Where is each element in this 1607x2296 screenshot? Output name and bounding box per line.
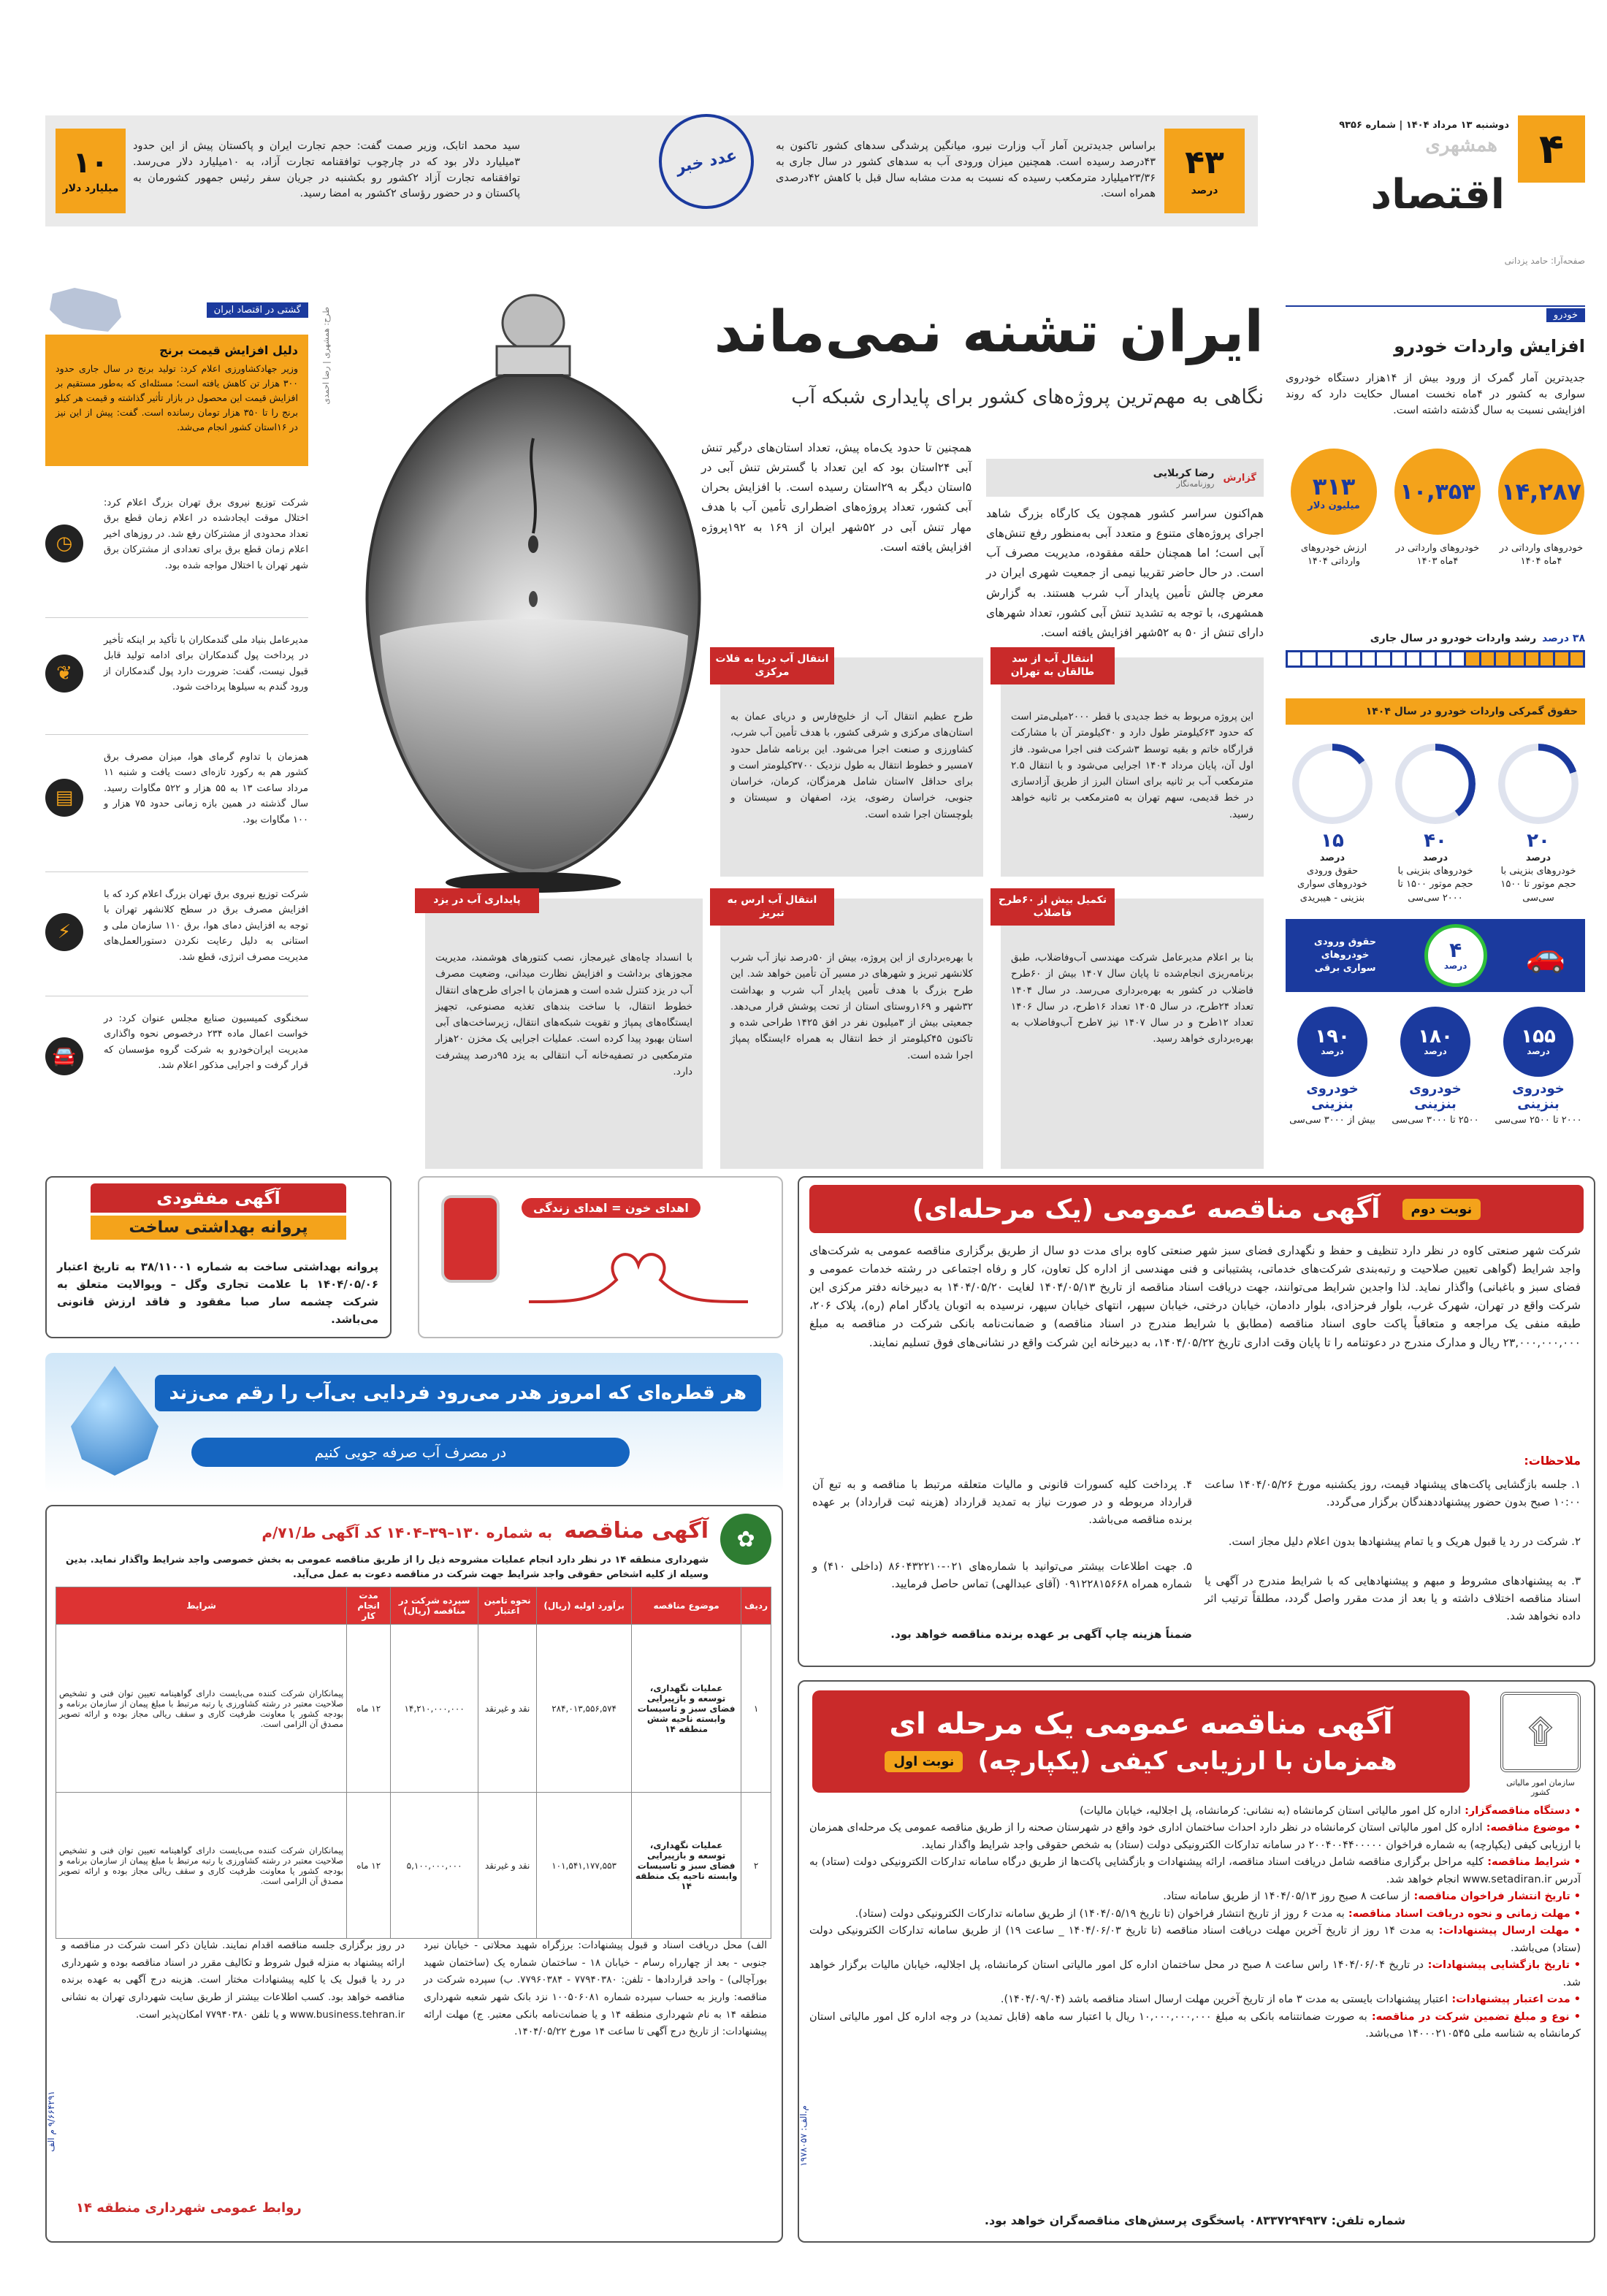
roundup-item-5-text: سخنگوی کمیسیون صنایع مجلس عنوان کرد: در خواست اعمال ماده ۲۳۴ درخصوص نحوه واگذاری مدیریت ایران‌خودرو به شرکت گروه مؤسسان که قرار گرفت و اجرایی مذکور اعلام شد.	[104, 1013, 308, 1072]
photo-credit: طرح: همشهری | رضا احمدی	[321, 307, 331, 405]
water-saving-headline: هر قطره‌ای که امروز هدر می‌رود فردایی بی‌آب را رقم می‌زند	[155, 1375, 761, 1411]
stat-1	[1497, 449, 1585, 568]
growth-row	[1286, 633, 1585, 668]
lost-notice-ad	[45, 1176, 392, 1338]
bottom-duty-3-kind: خودروی بنزینی	[1306, 1081, 1359, 1112]
tax-item-key: • تاریخ بازگشایی پیشنهادات:	[1423, 1959, 1581, 1972]
number-of-news-stamp	[650, 105, 763, 218]
tax-item-value: کلیه مراحل برگزاری مناقصه شامل دریافت اسناد مناقصه، ارائه پیشنهادات و بازگشایی پاکت‌ها از طریق درگاه سامانه تدارکات الکترونیکی دولت (ستاد) به آدرس www.setadiran.ir انجام خواهد شد.	[809, 1856, 1581, 1885]
bottom-duty-2-cc: ۲۵۰۰ تا ۳۰۰۰ سی‌سی	[1392, 1115, 1479, 1126]
roundup-item-3	[45, 750, 308, 872]
table-row	[56, 1793, 771, 1939]
duty-ring-2-label: خودروهای بنزینی با حجم موتور ۱۵۰۰ تا ۲۰۰۰ سی‌سی	[1397, 866, 1473, 904]
tax-item	[809, 1991, 1581, 2008]
rice-lead-text: وزیر جهادکشاورزی اعلام کرد: تولید برنج در سال جاری حدود ۳۰۰ هزار تن کاهش یافته است؛ مسئله‌ای که به‌طور مستقیم بر افزایش قیمت این محصول در بازار تأثیر گذاشته و قیمت هر کیلو برنج را تا ۳۵۰ هزار تومان رسانده است. گفت: پیش از این نیز در ۱۶استان کشور انجام می‌شد.	[56, 363, 298, 432]
tender-ad-kaveh-note-1: ۱. جلسه بازگشایی پاکت‌های پیشنهاد قیمت، روز یکشنبه مورخ ۱۴۰۴/۰۵/۲۶ ساعت ۱۰:۰۰ صبح بدون حضور پیشنهاددهندگان برگزار می‌گردد.	[1205, 1478, 1581, 1509]
car-kicker-label: خودرو	[1546, 308, 1585, 322]
tender-ad-municipality-ref: به شماره ۱۳۰–۳۹–۱۴۰۴ کد آگهی ط/۷۱/م	[262, 1524, 553, 1541]
growth-value: ۳۸ درصد	[1542, 633, 1585, 644]
tender-ad-municipality-code: ۹/۶۶۴۲۹۱ م الف	[46, 2091, 56, 2152]
bottom-duty-1	[1492, 1007, 1585, 1126]
box-aras-label: انتقال آب ارس به تبریز	[710, 888, 834, 926]
duty-ring-1-value: ۲۰	[1527, 830, 1550, 852]
tax-item-key: • نوع و مبلغ تضمین شرکت در مناقصه:	[1367, 2010, 1581, 2023]
byline-author: رضا کربلایی	[1153, 467, 1215, 479]
cell: ۱۰۱,۵۴۱,۱۷۷,۵۵۳	[537, 1793, 632, 1939]
growth-bar-segment	[1496, 652, 1508, 665]
tender-ad-kaveh-note-2: ۲. شرکت در رد یا قبول هریک و یا تمام پیشنهادها بدون اعلام دلیل مجاز است.	[1228, 1535, 1581, 1548]
growth-bar-segment	[1318, 652, 1330, 665]
duty-ring-3	[1286, 744, 1379, 905]
box-yazd	[425, 894, 703, 1169]
stat-2	[1394, 449, 1481, 568]
tax-item	[809, 2009, 1581, 2043]
power-meter-icon: ▤	[45, 779, 83, 817]
tender-ad-tax	[798, 1680, 1595, 2243]
tax-item-key: • شرایط مناقصه:	[1484, 1856, 1581, 1869]
byline	[986, 459, 1264, 497]
stat-1-circle	[1498, 449, 1584, 535]
page-header	[1293, 110, 1585, 285]
tax-item	[809, 1820, 1581, 1854]
tax-item-value: اداره کل امور مالیاتی استان کرمانشاه (به نشانی: کرمانشاه، پل اجلالیه، خیابان مالیات)	[1080, 1805, 1462, 1817]
tender-ad-municipality-title	[262, 1518, 709, 1544]
duty-ring-1	[1492, 744, 1585, 905]
cell: ۲۸۴,۰۱۳,۵۵۶,۵۷۴	[537, 1625, 632, 1793]
tender-ad-kaveh-round: نوبت دوم	[1402, 1199, 1481, 1220]
tender-ad-tax-code: م.الف: ۱۹۷۸۰۵۷	[798, 2105, 809, 2167]
bottom-duty-3-cc: بیش از ۳۰۰۰ سی‌سی	[1289, 1115, 1375, 1126]
car-kicker	[1286, 305, 1585, 322]
growth-bar-segment	[1302, 652, 1315, 665]
box-yazd-label: پایداری آب در یزد	[415, 888, 539, 913]
stat-2-label: خودروهای وارداتی در ۴ماه ۱۴۰۳	[1395, 543, 1480, 568]
roundup-item-4	[45, 887, 308, 996]
dams-badge	[1164, 129, 1245, 213]
table-row	[56, 1625, 771, 1793]
tender-ad-kaveh-note-4: ۴. پرداخت کلیه کسورات قانونی و مالیات متعلقه مرتبط با مناقصه و به تبع آن قرارداد مربوطه و در صورت نیاز به تمدید قرارداد (هزینه ثبت قرارداد) بر عهده برنده مناقصه می‌باشد.	[812, 1478, 1192, 1526]
bottom-duty-1-unit: درصد	[1527, 1046, 1550, 1056]
tax-org-caption: سازمان امور مالیاتی کشور	[1506, 1778, 1575, 1797]
municipality-logo: ✿	[720, 1514, 771, 1565]
car-lead: جدیدترین آمار گمرک از ورود بیش از ۱۴هزار دستگاه خودروی سواری به کشور در ۴ماه نخست امسال حکایت دارد که روند افزایشی نسبت به سال گذشته داشته است.	[1286, 373, 1585, 416]
cell: پیمانکاران شرکت کننده می‌بایست دارای گواهینامه تعیین توان فنی و تشخیص صلاحیت معتبر در رشته کشاورزی یا رتبه مرتبط با مبلغ پیمان از سازمان برنامه و بودجه کشور یا معاونت ظرفیت کاری و سقف ریالی مجاز بوده و ارائه تصویر مصدق آن الزامی است.	[56, 1793, 347, 1939]
cell: ۱۲ ماه	[347, 1793, 391, 1939]
story-col-2: همچنین تا حدود یک‌ماه پیش، تعداد استان‌های درگیر تنش آبی ۲۴استان بود که این تعداد با گسترش تنش آبی در ۵استان دیگر به ۲۹استان رسیده است. با افزایش بحران آبی کشور، تعداد پروژه‌های اضطراری تأمین آب با هدف مهار تنش آبی در ۵۲شهر ایران از ۱۶۹ به ۱۹۲پروژه افزایش یافته است.	[701, 441, 972, 554]
roundup-item-2-text: مدیرعامل بنیاد ملی گندمکاران با تأکید بر اینکه تأخیر در پرداخت پول گندمکاران برای ادامه تولید قابل قبول نیست، گفت: ضرورت دارد پول گندمکاران از ورود گندم به سیلوها پرداخت شود.	[104, 635, 308, 693]
tender-ad-municipality-footer-left: در روز برگزاری جلسه مناقصه اقدام نمایند. شایان ذکر است شرکت در مناقصه و ارائه پیشنهاد به منزله قبول شروط و تکالیف مقرر در اسناد مناقصه بوده و شهرداری در رد یا قبول یک یا کلیه پیشنهادات مختار است. هزینه درج آگهی به عهده برنده مناقصه خواهد بود. کسب اطلاعات بیشتر از طریق سایت شهرداری تهران به نشانی www.business.tehran.ir و یا تلفن ۷۷۹۴۰۳۸۰ امکان‌پذیر است.	[61, 1940, 405, 2021]
story-title: ایران تشنه نمی‌ماند	[714, 300, 1264, 365]
clock-icon: ◷	[45, 525, 83, 562]
tender-ad-kaveh	[798, 1176, 1595, 1667]
growth-bar-segment	[1421, 652, 1434, 665]
box-sewage	[998, 894, 1264, 1169]
tax-item	[809, 1906, 1581, 1923]
growth-bar	[1286, 650, 1585, 668]
bottom-duty-1-cc: ۲۰۰۰ تا ۲۵۰۰ سی‌سی	[1495, 1115, 1582, 1126]
page-number: ۴	[1518, 115, 1585, 183]
tender-ad-kaveh-title	[809, 1185, 1584, 1233]
stat-2-value: ۱۰,۳۵۳	[1400, 478, 1476, 505]
duty-ring-3-value: ۱۵	[1321, 830, 1344, 852]
tax-item-key: • دستگاه مناقصه‌گزار:	[1461, 1805, 1581, 1817]
ev-circle	[1424, 924, 1487, 987]
col-deposit: سپرده شرکت در مناقصه (ریال)	[391, 1587, 478, 1625]
tender-table-header	[56, 1587, 771, 1625]
cell: ۱۲ ماه	[347, 1625, 391, 1793]
stat-3-value: ۳۱۳	[1312, 472, 1356, 500]
iran-map-graphic	[45, 285, 126, 336]
heart-line-icon	[529, 1229, 748, 1324]
bottom-duty-2	[1389, 1007, 1482, 1126]
cell: نقد و غیرنقد	[478, 1625, 537, 1793]
growth-bar-segment	[1555, 652, 1568, 665]
bottom-duty-2-value: ۱۸۰	[1418, 1026, 1453, 1048]
issue-date: دوشنبه ۱۳ مرداد ۱۴۰۴ | شماره ۹۳۵۶	[1339, 120, 1509, 131]
roundup-item-4-text: شرکت توزیع نیروی برق تهران بزرگ اعلام کرد که با افزایش مصرف برق در سطح کلانشهر تهران با توجه به افزایش دمای هوا، برق ۱۱۰ سازمان ملی و استانی به دلیل رعایت نکردن دستورالعمل‌های مدیریت مصرف انرژی، قطع شد.	[104, 889, 308, 963]
tax-item-key: • مهلت زمانی و نحوه دریافت اسناد مناقصه:	[1344, 1907, 1581, 1920]
stamp-text: عدد خبر	[673, 145, 739, 178]
bottom-duty-1-value: ۱۵۵	[1521, 1026, 1556, 1048]
tender-ad-municipality	[45, 1505, 783, 2243]
economy-roundup	[45, 285, 308, 1169]
growth-bar-segment	[1570, 652, 1583, 665]
stat-1-value: ۱۴,۲۸۷	[1501, 478, 1581, 506]
tender-ad-kaveh-note-5: ۵. جهت اطلاعات بیشتر می‌توانید با شماره‌های ۰۲۱-۸۶۰۴۳۲۲۱۰ (داخلی ۴۱۰) و شماره همراه ۰۹۱۲۲۸۱۵۶۶۸ (آقای عبدالهی) تماس حاصل فرمایید.	[812, 1560, 1193, 1590]
tender-ad-kaveh-note-3: ۳. به پیشنهادهای مشروط و مبهم و پیشنهادهایی که با شرایط مندرج در آگهی یا اسناد مناقصه اختلاف داشته و یا بعد از مدت مقرر واصل گردد، مطلقاً ترتیب اثر داده نخواهد شد.	[1205, 1574, 1581, 1622]
vase-graphic	[351, 292, 716, 920]
story-subtitle: نگاهی به مهم‌ترین پروژه‌های کشور برای پایداری شبکه آب	[791, 386, 1264, 408]
bottom-duty-3-circle	[1297, 1007, 1367, 1077]
growth-bar-segment	[1362, 652, 1375, 665]
bottom-duty-1-circle	[1503, 1007, 1573, 1077]
tax-item-value: اداره کل امور مالیاتی استان کرمانشاه در نظر دارد احداث ساختمان اداری خود واقع در شهرستان صحنه را از طریق مناقصه عمومی یک مرحله‌ای همزمان با ارزیابی کیفی (یکپارچه) به شماره فراخوان ۲۰۰۴۰۰۴۴۰۰۰۰۰ در سامانه تدارکات الکترونیکی دولت (ستاد) به شخص حقوقی واجد شرایط واگذار نماید.	[809, 1822, 1581, 1851]
cell: نقد و غیرنقد	[478, 1793, 537, 1939]
newspaper-logo: همشهری	[1425, 134, 1497, 156]
roundup-header: گشتی در اقتصاد ایران	[207, 302, 308, 318]
stat-3-unit: میلیون دلار	[1308, 500, 1360, 511]
tax-item-key: • موضوع مناقصه:	[1482, 1822, 1581, 1834]
growth-bar-segment	[1541, 652, 1553, 665]
duty-ring-1-label: خودروهای بنزینی با حجم موتور تا ۱۵۰۰ سی‌سی	[1500, 866, 1576, 904]
wheat-icon: ❦	[45, 655, 83, 693]
tax-item	[809, 1854, 1581, 1888]
tax-item-key: • مدت اعتبار پیشنهادات:	[1448, 1994, 1581, 2006]
stat-3-circle	[1291, 449, 1377, 535]
water-saving-banner	[45, 1353, 783, 1493]
cell: ۱۴,۲۱۰,۰۰۰,۰۰۰	[391, 1625, 478, 1793]
lost-notice-title: آگهی مفقودی	[91, 1183, 346, 1213]
tender-ad-municipality-footer-right: الف) محل دریافت اسناد و قبول پیشنهادات: برزگراه شهید محلاتی - خیابان نبرد جنوبی - بعد از چهارراه رسام - خیابان ۱۸ - ساختمان شماره یک (ساختمان شهید بورآچالی) - واحد قراردادها - تلفن: ۷۷۹۴۰۳۸۰ - ۷۷۹۶۰۳۸۴. ب) سپرده شرکت در مناقصه: واریز به حساب سپرده شماره ۱۰۰۵۰۶۰۸۱ نزد بانک شهر شعبه شهرداری منطقه ۱۴ به نام شهرداری منطقه ۱۴ و یا ضمانت‌نامه بانکی معتبر. ج) مهلت ارائه پیشنهادات: از تاریخ درج آگهی تا ساعت ۱۴ مورخ ۱۴۰۴/۰۵/۲۲.	[424, 1940, 768, 2038]
duty-ring-2-value: ۴۰	[1424, 830, 1447, 852]
tax-item	[809, 1957, 1581, 1991]
stat-2-circle	[1394, 449, 1481, 535]
ev-value: ۴	[1449, 938, 1462, 962]
bottom-duty-2-unit: درصد	[1424, 1046, 1447, 1056]
box-sea-transfer-label: انتقال آب دریا به فلات مرکزی	[710, 647, 834, 684]
tax-item	[809, 1923, 1581, 1957]
tender-ad-tax-title	[812, 1690, 1470, 1793]
water-drop-icon	[60, 1366, 169, 1476]
cell: ۱	[741, 1625, 771, 1793]
lost-notice-body: پروانه بهداشتی ساخت به شماره ۳۸/۱۱۰۰۱ به تاریخ اعتبار ۱۴۰۴/۰۵/۰۶ با علامت تجاری وگل – ویوالایت متعلق به شرکت چشمه سار صبا مفقود و فاقد ارزش قانونی می‌باشد.	[57, 1260, 379, 1326]
tender-ad-kaveh-notes-title: ملاحظات:	[1524, 1454, 1581, 1468]
tender-ad-municipality-heading: آگهی مناقصه	[564, 1518, 709, 1544]
col-row: ردیف	[741, 1587, 771, 1625]
bottom-duty-2-circle	[1400, 1007, 1470, 1077]
trade-unit: میلیارد دلار	[62, 183, 119, 195]
col-conditions: شرایط	[56, 1587, 347, 1625]
cell: ۲	[741, 1793, 771, 1939]
growth-bar-segment	[1451, 652, 1464, 665]
layout-editor: صفحه‌آرا: حامد یزدانی	[1504, 256, 1585, 266]
water-vase-illustration	[351, 292, 716, 920]
blood-donation-ad	[418, 1176, 783, 1338]
roundup-item-1	[45, 495, 308, 618]
number-of-news-strip	[45, 115, 1258, 226]
growth-bar-segment	[1466, 652, 1478, 665]
ev-unit: درصد	[1443, 961, 1467, 971]
stat-3-label: ارزش خودروهای وارداتی ۱۴۰۴	[1300, 543, 1367, 568]
blood-donation-text: اهدای خون = اهدای زندگی	[522, 1198, 701, 1218]
duty-ring-1-graphic	[1498, 744, 1579, 824]
tender-ad-tax-heading-2: همزمان با ارزیابی کیفی (یکپارچه)	[977, 1747, 1397, 1776]
tax-item-value: اعتبار پیشنهادات بایستی به مدت ۳ ماه از تاریخ آخرین مهلت ارسال اسناد مناقصه باشد (۱۴۰۴/۰۹/۰۴).	[1000, 1994, 1448, 2006]
growth-bar-segment	[1377, 652, 1389, 665]
growth-bar-segment	[1392, 652, 1405, 665]
cell: عملیات نگهداری، توسعه و بازپیرایی فضای سبز و تاسیسات وابسته ناحیه یک منطقه ۱۴	[632, 1793, 741, 1939]
section-title: اقتصاد	[1370, 171, 1505, 218]
bottom-duty-3	[1286, 1007, 1379, 1126]
trade-badge	[56, 129, 126, 213]
growth-bar-segment	[1407, 652, 1419, 665]
duty-ring-1-unit: درصد	[1525, 853, 1551, 863]
bottom-duty-3-unit: درصد	[1321, 1046, 1344, 1056]
tax-item-value: به مدت ۱۴ روز از تاریخ آخرین مهلت دریافت اسناد مناقصه (تا تاریخ ۱۴۰۴/۰۶/۰۳ _ ساعت ۱۹) از طریق سامانه تدارکات الکترونیکی دولت (ستاد) می‌باشد.	[809, 1925, 1581, 1954]
car-title: افزایش واردات خودرو	[1394, 336, 1585, 356]
bottom-duty-1-kind: خودروی بنزینی	[1512, 1081, 1565, 1112]
byline-role: روزنامه‌نگار	[1176, 478, 1215, 489]
tender-ad-tax-phone: شماره تلفن: ۰۸۳۳۷۲۹۴۹۳۷ پاسخگوی پرسش‌های مناقصه‌گران خواهد بود.	[984, 2213, 1406, 2227]
dams-text: براساس جدیدترین آمار آب وزارت نیرو، میانگین پرشدگی سدهای کشور تاکنون به ۴۳درصد رسیده است. همچنین میزان ورودی آب به سدهای کشور در سال جاری به ۲۳/۳۶میلیارد مترمکعب رسیده که نسبت به مدت مشابه سال قبل با کاهش ۴۲درصدی همراه است.	[776, 140, 1156, 200]
duty-ring-3-unit: درصد	[1319, 853, 1345, 863]
tax-logo: ۩	[1500, 1692, 1581, 1772]
tender-ad-tax-items	[809, 1803, 1581, 2043]
ev-label: حقوق ورودی خودروهای سواری برقی	[1313, 936, 1377, 975]
tax-item	[809, 1803, 1581, 1820]
tax-item-value: از ساعت ۸ صبح روز ۱۴۰۴/۰۵/۱۳ از طریق سامانه ستاد.	[1163, 1891, 1411, 1903]
main-story	[321, 292, 1264, 1176]
tender-ad-kaveh-body: شرکت شهر صنعتی کاوه در نظر دارد تنظیف و حفظ و نگهداری فضای سبز شهر صنعتی کاوه برای مدت دو سال از طریق برگزاری مناقصه عمومی به شرکت‌های واجد شرایط (گواهی تعیین صلاحیت و رتبه‌بندی شرکت‌های خدماتی، پشتیبانی و فنی مهندسی از اداره کل تعاون، کار و رفاه اجتماعی در رشته خدمات عمومی و فضای سبز و باغبانی) واگذار نماید. لذا واجدین شرایط می‌توانند، جهت دریافت اسناد مناقصه از تاریخ ۱۴۰۴/۰۵/۱۳ لغایت ۱۴۰۴/۰۵/۲۰ به دبیرخانه دفتر مرکزی این شرکت واقع در تهران، شهرک غرب، بلوار فرحزادی، بلوار دادمان، خیابان درختی، خیابان سپهر، انتهای خیابان سپهر، نرسیده به اتوبان یادگار امام (ره)، پلاک ۲۰۶، طبقه منفی یک مراجعه و متعاقباً پاکت حاوی اسناد مناقصه (مطابق با شرایط مندرج در اسناد مناقصه) و ضمانت‌نامه بانکی شرکت در مناقصه به مبلغ ۲۳,۰۰۰,۰۰۰,۰۰۰ ریال و مدارک مندرج در دعوتنامه را تا پایان وقت اداری تاریخ ۱۴۰۴/۰۵/۲۲، به دبیرخانه این شرکت واقع در نشانی‌های فوق تسلیم نمایند.	[809, 1244, 1581, 1349]
box-sewage-label: تکمیل بیش از ۶۰طرح فاضلاب	[990, 888, 1115, 926]
tender-ad-municipality-signature: روابط عمومی شهرداری منطقه ۱۴	[76, 2200, 302, 2216]
roundup-item-2	[45, 633, 308, 735]
duty-ring-2-graphic	[1395, 744, 1476, 824]
car-icon: 🚘	[45, 1037, 83, 1075]
tax-item-key: • مهلت ارسال پیشنهادات:	[1434, 1925, 1581, 1937]
growth-label: رشد واردات خودرو در سال جاری	[1370, 633, 1537, 644]
ev-car-icon: 🚗	[1525, 937, 1566, 975]
tender-ad-municipality-intro: شهرداری منطقه ۱۴ در نظر دارد انجام عملیات مشروحه ذیل را از طریق مناقصه عمومی به بخش خصوصی واجد شرایط واگذار نماید. بدین وسیله از کلیه اشخاص حقوقی واجد شرایط جهت شرکت در مناقصه دعوت به عمل می‌آید.	[66, 1555, 709, 1580]
tender-table	[56, 1587, 771, 1939]
growth-bar-segment	[1437, 652, 1449, 665]
box-sea-transfer	[715, 653, 983, 877]
box-aras	[720, 894, 983, 1169]
stat-1-label: خودروهای وارداتی در ۴ماه ۱۴۰۴	[1499, 543, 1584, 568]
tender-ad-kaveh-heading: آگهی مناقصه عمومی (یک مرحله‌ای)	[912, 1194, 1381, 1224]
rice-lead-title: دلیل افزایش قیمت برنج	[159, 343, 298, 357]
power-tower-icon: ⚡	[45, 913, 83, 951]
roundup-item-3-text: همزمان با تداوم گرمای هوا، میزان مصرف برق کشور هم به رکورد تازه‌ای دست یافت و شنبه ۱۱ مرداد ساعت ۱۳ به ۵۵ هزار و ۵۲۲ مگاوات رسید. سال گذشته در همین بازه زمانی حدود ۷۵ هزار و ۱۰۰ مگاوات بود.	[104, 752, 309, 825]
growth-bar-segment	[1526, 652, 1538, 665]
growth-bar-segment	[1348, 652, 1360, 665]
dams-unit: درصد	[1191, 184, 1218, 197]
tender-ad-kaveh-note-6: ضمناً هزینه چاپ آگهی بر عهده برنده مناقصه خواهد بود.	[890, 1628, 1192, 1641]
cell: پیمانکاران شرکت کننده می‌بایست دارای گواهینامه تعیین توان فنی و تشخیص صلاحیت معتبر در رشته کشاورزی یا رتبه مرتبط با مبلغ پیمان از سازمان برنامه و بودجه کشور یا معاونت ظرفیت کاری و سقف ریالی مجاز بوده و ارائه تصویر مصدق آن الزامی است.	[56, 1625, 347, 1793]
blood-bag-icon	[441, 1195, 500, 1283]
stat-3	[1290, 449, 1378, 568]
col-subject: موضوع مناقصه	[632, 1587, 741, 1625]
box-aras-text: با بهره‌برداری از این پروژه، بیش از ۵۰درصد نیاز آب شرب کلانشهر تبریز و شهرهای در مسیر آن تأمین خواهد شد. این طرح بزرگ با هدف تأمین پایدار آب شرب و بهداشت ۳۲شهر و ۱۶۹روستای استان از تحت پوشش قرار می‌دهد. جمعیتی بیش از ۳میلیون نفر در افق ۱۴۲۵ طراحی شده و تاکنون ۴۵کیلومتر از خط انتقال به همراه ۶ایستگاه پمپاژ اجرا شده است.	[730, 952, 973, 1061]
story-col-1: هم‌اکنون سراسر کشور همچون یک کارگاه بزرگ شاهد اجرای پروژه‌های متنوع و متعدد آبی به‌منظور رفع تنش‌های آبی است؛ اما همچنان حلقه مفقوده، مدیریت مصرف آب است. در حال حاضر تقریبا نیمی از جمعیت شهری ایران در معرض چالش تأمین پایدار آب شرب هستند. به گزارش همشهری، با توجه به تشدید تنش آبی کشور، تعداد شهرهای دارای تنش از ۵۰ به ۵۲شهر افزایش یافته است.	[986, 507, 1264, 639]
water-saving-sub: در مصرف آب صرفه جویی کنیم	[191, 1438, 630, 1467]
roundup-item-1-text: شرکت توزیع نیروی برق تهران بزرگ اعلام کرد: اختلال موقت ایجادشده در اعلام زمان قطع برق تعداد محدودی از مشترکان رفع شد. در روزهای اخیر اعلام زمان قطع برق برای تعدادی از مشترکان برق شهر تهران با اختلال مواجه شده بود.	[104, 497, 308, 571]
col-duration: مدت انجام کار	[347, 1587, 391, 1625]
tender-ad-tax-heading-1: آگهی مناقصه عمومی یک مرحله ای	[889, 1707, 1393, 1741]
rice-lead-box	[45, 335, 308, 466]
duty-ring-2-unit: درصد	[1422, 853, 1448, 863]
trade-value: ۱۰	[72, 146, 109, 180]
bottom-duty-2-kind: خودروی بنزینی	[1409, 1081, 1462, 1112]
tax-item	[809, 1888, 1581, 1905]
cell: ۵,۱۰۰,۰۰۰,۰۰۰	[391, 1793, 478, 1939]
tax-item-key: • تاریخ انتشار فراخوان مناقصه:	[1410, 1891, 1581, 1903]
duty-ring-2	[1389, 744, 1482, 905]
box-taleghan	[1001, 653, 1264, 877]
tax-item-value: به مدت ۶ روز از تاریخ انتشار فراخوان (تا تاریخ ۱۴۰۴/۰۵/۱۹) از طریق سامانه تدارکات الکترونیکی دولت (ستاد).	[855, 1907, 1345, 1920]
tender-table-wrap	[56, 1587, 771, 1939]
growth-bar-segment	[1332, 652, 1345, 665]
tax-item-value: در تاریخ ۱۴۰۴/۰۶/۰۴ راس ساعت ۸ صبح در محل ساختمان اداره کل امور مالیاتی استان کرمانشاه، پل اجلالیه، خیابان مالیات برگزار خواهد شد.	[809, 1959, 1581, 1988]
tax-item-value: به صورت ضمانتنامه بانکی به مبلغ ۱۰,۰۰۰,۰۰۰,۰۰۰ ریال با اعتبار سه ماهه (قابل تمدید) در وجه اداره کل امور مالیاتی استان کرمانشاه به شناسه ملی ۱۴۰۰۰۲۱۰۵۴۵ می‌باشد.	[809, 2010, 1581, 2040]
byline-kicker: گزارش	[1223, 472, 1256, 484]
growth-bar-segment	[1481, 652, 1494, 665]
duty-title: حقوق گمرکی واردات خودرو در سال ۱۴۰۴	[1286, 698, 1585, 725]
box-taleghan-text: این پروژه مربوط به خط جدیدی با قطر ۲۰۰۰میلی‌متر است که حدود ۶۳کیلومتر طول دارد و ۴۰کیلومتر آن با مشارکت قرارگاه خاتم و بقیه توسط ۳شرکت فنی اجرا می‌شود. فاز اول آن، پایان مرداد ۱۴۰۴ اجرایی می‌شود و با انتقال ۲.۵ مترمکعب آب بر ثانیه برای استان البرز از طریق آزادسازی در خط قدیمی، سهم تهران به ۵مترمکعب بر ثانیه خواهد رسید.	[1011, 711, 1254, 820]
box-sewage-text: بنا بر اعلام مدیرعامل شرکت مهندسی آب‌وفاضلاب، طبق برنامه‌ریزی انجام‌شده تا پایان سال ۱۴۰۷ بیش از ۶۰طرح فاضلاب در کشور به بهره‌برداری می‌رسد. در سال ۱۴۰۴ تعداد ۲۴طرح، در سال ۱۴۰۵ تعداد ۱۶طرح، در سال ۱۴۰۶ تعداد ۱۲طرح و در سال ۱۴۰۷ نیز ۷طرح آب‌وفاضلاب به بهره‌برداری خواهد رسید.	[1011, 952, 1254, 1045]
col-estimate: برآورد اولیه (ریال)	[537, 1587, 632, 1625]
tender-ad-tax-round: نوبت اول	[885, 1751, 963, 1772]
duty-ring-3-label: حقوق ورودی خودروهای سواری بنزینی - هیبریدی	[1297, 866, 1367, 904]
duty-ring-3-graphic	[1292, 744, 1373, 824]
roundup-item-5	[45, 1011, 308, 1128]
box-sea-transfer-text: طرح عظیم انتقال آب از خلیج‌فارس و دریای عمان به استان‌های مرکزی و شرقی کشور، با هدف تأمین آب شرب، کشاورزی و صنعت اجرا می‌شود. این برنامه شامل حدود ۷مسیر و خطوط انتقال به طول نزدیک ۳۷۰۰کیلومتر است و برای حداقل ۷استان شامل هرمزگان، کرمان، خراسان جنوبی، خراسان رضوی، یزد، اصفهان و سیستان و بلوچستان اجرا شده است.	[730, 711, 973, 820]
iran-map-icon	[45, 285, 126, 336]
cell: عملیات نگهداری، توسعه و بازپیرایی فضای سبز و تاسیسات وابسته ناحیه شش منطقه ۱۴	[632, 1625, 741, 1793]
lost-notice-subtitle: پروانه بهداشتی ساخت	[91, 1216, 346, 1240]
ev-band	[1286, 919, 1585, 992]
trade-text: سید محمد اتابک، وزیر صمت گفت: حجم تجارت ایران و پاکستان پیش از این حدود ۳میلیارد دلار بود که در چارچوب توافقنامه تجارت آزاد، به ۱۰میلیارد دلار می‌رسد. توافقنامه تجارت آزاد ۲کشور رو بکشنبه در جریان سفر رئیس جمهور کشورمان به پاکستان و در حضور رؤسای ۲کشور به امضا رسید.	[133, 140, 520, 200]
dams-value: ۴۳	[1185, 144, 1224, 182]
bottom-duty-3-value: ۱۹۰	[1315, 1026, 1350, 1048]
growth-bar-segment	[1511, 652, 1523, 665]
box-yazd-text: با انسداد چاه‌های غیرمجاز، نصب کنتورهای هوشمند، مدیریت مجوزهای برداشت و افزایش نظارت میدانی، وضعیت مصرف آب در یزد کنترل شده است و همزمان با اجرای طرح‌های انتقال خطوط انتقال، با ساخت بندهای تغذیه مصنوعی، تجهیز ایستگاه‌های پمپاژ و تقویت شبکه‌های انتقال، زیرساخت‌های آبی استان بهبود پیدا کرده است. عملیات اجرایی یک مخزن ۲۰هزار مترمکعبی در تصفیه‌خانه آب انتقالی به یزد ۹۵درصد پیشرفت دارد.	[435, 952, 692, 1078]
col-funding: نحوه تامین اعتبار	[478, 1587, 537, 1625]
car-imports-column	[1286, 305, 1585, 1167]
box-taleghan-label: انتقال آب از سد طالقان به تهران	[990, 647, 1115, 684]
growth-bar-segment	[1288, 652, 1300, 665]
